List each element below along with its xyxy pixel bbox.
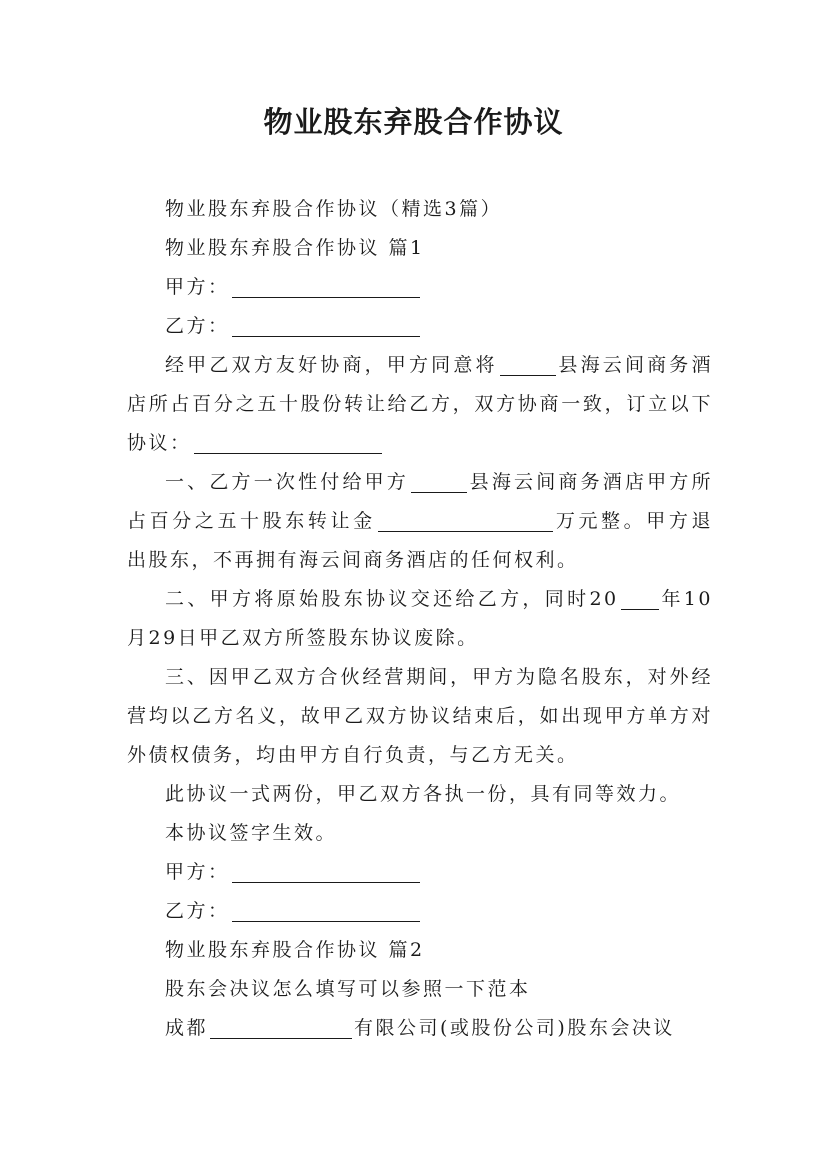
- party-a-label: 甲方：: [165, 276, 230, 298]
- document-title: 物业股东弃股合作协议: [263, 105, 564, 139]
- county-blank: [411, 472, 467, 493]
- template-note-paragraph: 股东会决议怎么填写可以参照一下范本: [165, 978, 531, 1000]
- sign-party-b-label: 乙方：: [165, 900, 230, 922]
- section-heading-1: 物业股东弃股合作协议 篇1: [165, 237, 425, 259]
- sign-party-b-line: [127, 892, 713, 931]
- clause-two-paragraph: [127, 580, 713, 658]
- paragraph-text: 万元整。甲方退出股东，不再拥有海云间商务酒店的任何权利。: [127, 510, 713, 571]
- clause-transfer-paragraph: [127, 346, 713, 463]
- year-blank: [621, 589, 659, 610]
- paragraph-text: 县海云间商务酒店甲方所占百分之五十股东转让金: [127, 471, 713, 532]
- party-a-blank: [232, 277, 420, 298]
- copies-paragraph: 此协议一式两份，甲乙双方各执一份，具有同等效力。: [165, 783, 682, 805]
- party-b-label: 乙方：: [165, 315, 230, 337]
- resolution-title-line: [127, 1009, 713, 1048]
- paragraph-text: 年10月29日甲乙双方所签股东协议废除。: [127, 588, 713, 649]
- paragraph-text: 有限公司(或股份公司)股东会决议: [354, 1017, 675, 1039]
- party-b-line: [127, 307, 713, 346]
- clause-one-paragraph: [127, 463, 713, 580]
- effective-paragraph: 本协议签字生效。: [165, 822, 338, 844]
- sign-party-a-blank: [232, 862, 420, 883]
- paragraph-text: 一、乙方一次性付给甲方: [165, 471, 409, 493]
- party-a-line: [127, 268, 713, 307]
- amount-blank: [378, 511, 553, 532]
- paragraph-text: 经甲乙双方友好协商，甲方同意将: [165, 354, 498, 376]
- sign-party-b-blank: [232, 901, 420, 922]
- county-blank: [500, 355, 556, 376]
- party-b-blank: [232, 316, 420, 337]
- paragraph-text: 县海云间商务酒店所占百分之五十股份转让给乙方，双方协商一致，订立以下协议：: [127, 354, 713, 454]
- section-heading-2: 物业股东弃股合作协议 篇2: [165, 939, 425, 961]
- clause-three-paragraph: 三、因甲乙双方合伙经营期间，甲方为隐名股东，对外经营均以乙方名义，故甲乙双方协议结束后，如出现甲方单方对外债权债务，均由甲方自行负责，与乙方无关。: [127, 666, 713, 766]
- agreement-blank: [194, 433, 382, 454]
- document-body: [127, 190, 713, 1048]
- sign-party-a-line: [127, 853, 713, 892]
- paragraph-text: 二、甲方将原始股东协议交还给乙方，同时20: [165, 588, 619, 610]
- sign-party-a-label: 甲方：: [165, 861, 230, 883]
- paragraph-text: 成都: [165, 1017, 209, 1039]
- company-name-blank: [210, 1018, 352, 1039]
- intro-paragraph: 物业股东弃股合作协议（精选3篇）: [165, 198, 503, 220]
